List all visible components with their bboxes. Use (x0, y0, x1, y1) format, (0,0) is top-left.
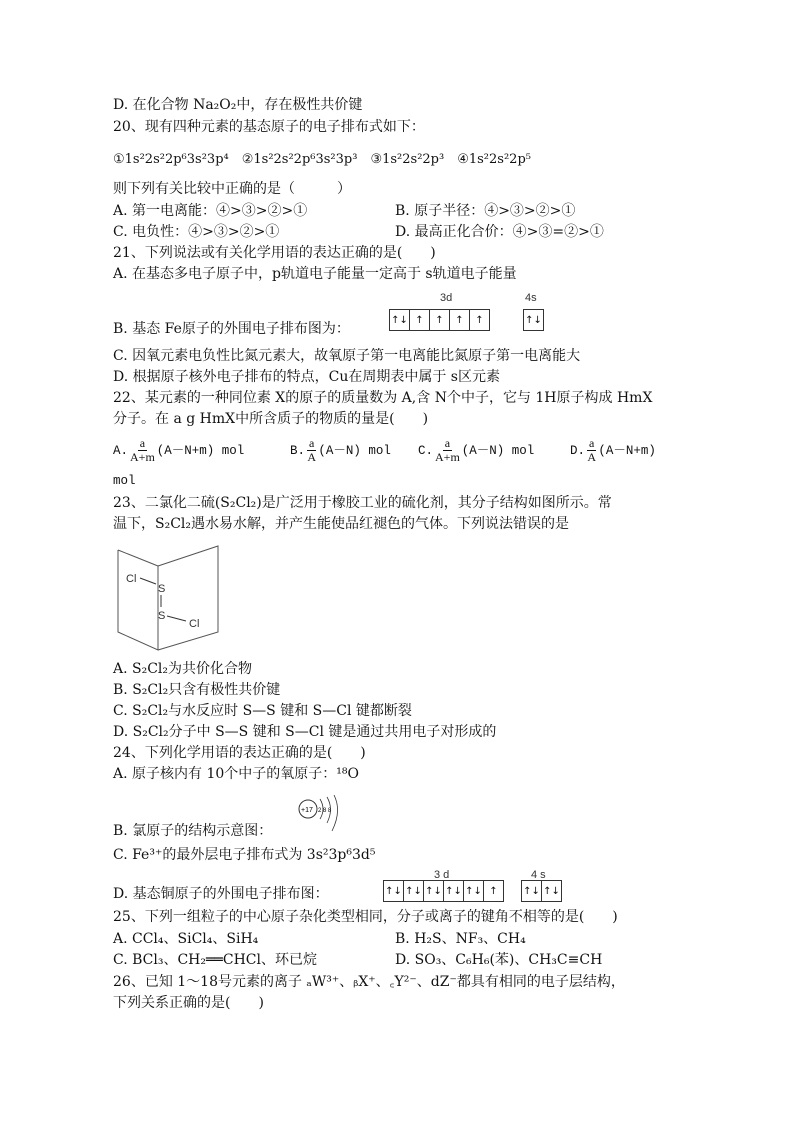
orbital-box: ↑ (450, 310, 470, 330)
q24-option-c: C. Fe³⁺的最外层电子排布式为 3s²3p⁶3d⁵ (113, 847, 376, 863)
q25-stem: 25、下列一组粒子的中心原子杂化类型相同，分子或离子的键角不相等的是( ) (113, 909, 618, 925)
q22-option-a: A. $\frac{a}{A+m}$ (A－N+m) mol (113, 436, 245, 464)
q24-option-d: D. 基态铜原子的外围电子排布图： (113, 886, 329, 902)
q23-option-b: B. S₂Cl₂只含有极性共价键 (113, 682, 281, 698)
orbital-box: ↑↓ (522, 881, 542, 901)
q24-option-b: B. 氯原子的结构示意图： (113, 823, 273, 839)
s-atom-label: S (158, 583, 166, 595)
s2cl2-structure-figure (110, 538, 230, 658)
q25-option-a: A. CCl₄、SiCl₄、SiH₄ (113, 931, 259, 947)
q22-stem-line2: 分子。在 a g HmX中所含质子的物质的量是( ) (113, 411, 429, 427)
q22-option-d-unit: mol (113, 474, 136, 488)
orbital-box: ↑↓ (384, 881, 404, 901)
q20-option-c: C. 电负性：④>③>②>① (113, 224, 280, 240)
q25-option-c: C. BCl₃、CH₂══CHCl、环已烷 (113, 952, 317, 968)
q24-3d-orbitals (383, 880, 504, 902)
q24-3d-label: 3 d (434, 869, 450, 881)
orbital-box: ↑ (430, 310, 450, 330)
chlorine-atom-diagram (296, 795, 346, 835)
q22-option-c: C. $\frac{a}{A+m}$ (A－N) mol (418, 436, 535, 464)
q24-option-a: A. 原子核内有 10个中子的氧原子：¹⁸O (113, 766, 359, 782)
q20-option-d: D. 最高正化合价：④>③=②>① (395, 224, 604, 240)
q20-stem: 20、现有四种元素的基态原子的电子排布式如下： (113, 119, 425, 135)
orbital-box: ↑↓ (404, 881, 424, 901)
q19-option-d: D. 在化合物 Na₂O₂中，存在极性共价键 (113, 97, 363, 113)
orbital-box: ↑↓ (390, 310, 410, 330)
orbital-box: ↑ (410, 310, 430, 330)
orbital-box: ↑↓ (464, 881, 484, 901)
cl-atom-label: Cl (126, 573, 137, 585)
q20-option-b: B. 原子半径：④>③>②>① (395, 203, 576, 219)
orbital-box: ↑↓ (444, 881, 464, 901)
orbital-box: ↑ (475, 314, 484, 326)
q21-option-d: D. 根据原子核外电子排布的特点，Cu在周期表中属于 s区元素 (113, 369, 500, 385)
orbital-box: ↑↓ (424, 881, 444, 901)
q25-option-d: D. SO₃、C₆H₆(苯)、CH₃C≡CH (395, 952, 603, 968)
q21-4s-label: 4s (525, 292, 537, 304)
q22-option-b: B. $\frac{a}{A}$ (A－N) mol (290, 436, 391, 464)
q23-stem-line1: 23、二氯化二硫(S₂Cl₂)是广泛用于橡胶工业的硫化剂，其分子结构如图所示。常 (113, 495, 612, 511)
q20-option-a: A. 第一电离能：④>③>②>① (113, 203, 308, 219)
q23-option-c: C. S₂Cl₂与水反应时 S—S 键和 S—Cl 键都断裂 (113, 703, 412, 719)
q25-option-b: B. H₂S、NF₃、CH₄ (395, 931, 526, 947)
q26-stem-line2: 下列关系正确的是( ) (113, 995, 264, 1011)
electron-shell-counts: 2 8 8 (318, 808, 332, 814)
orbital-box: ↑↓ (525, 314, 542, 326)
q20-configs: ①1s²2s²2p⁶3s²3p⁴ ②1s²2s²2p⁶3s²3p³ ③1s²2s²2p³ ④1s²2s²2p⁵ (113, 152, 531, 167)
q21-option-a: A. 在基态多电子原子中，p轨道电子能量一定高于 s轨道电子能量 (113, 266, 517, 282)
orbital-box: ↑ (489, 885, 498, 897)
q20-ask: 则下列有关比较中正确的是（ ） (113, 181, 351, 197)
q24-stem: 24、下列化学用语的表达正确的是( ) (113, 745, 366, 761)
q22-stem-line1: 22、某元素的一种同位素 X的原子的质量数为 A,含 N个中子，它与 1H原子构成 HmX (113, 390, 653, 406)
q23-stem-line2: 温下，S₂Cl₂遇水易水解，并产生能使品红褪色的气体。下列说法错误的是 (113, 516, 570, 532)
q21-3d-label: 3d (440, 292, 453, 304)
nucleus-charge: +17 (301, 807, 313, 814)
q21-option-b: B. 基态 Fe原子的外围电子排布图为： (113, 321, 350, 337)
q23-option-a: A. S₂Cl₂为共价化合物 (113, 661, 253, 677)
q23-option-d: D. S₂Cl₂分子中 S—S 键和 S—Cl 键是通过共用电子对形成的 (113, 724, 497, 740)
s-atom-label: S (158, 610, 166, 622)
q26-stem-line1: 26、已知 1～18号元素的离子 ₐW³⁺、ᵦX⁺、꜀Y²⁻、dZ⁻都具有相同的电子层结构， (113, 974, 625, 990)
q21-4s-orbitals (523, 309, 544, 331)
q21-option-c: C. 因氧元素电负性比氮元素大，故氧原子第一电离能比氮原子第一电离能大 (113, 348, 581, 364)
q24-4s-label: 4 s (531, 869, 546, 881)
q22-option-d: D. $\frac{a}{A}$ (A－N+m) (570, 436, 656, 464)
orbital-box: ↑↓ (543, 885, 560, 897)
cl-atom-label: Cl (189, 618, 200, 630)
q21-3d-orbitals (389, 309, 490, 331)
q24-4s-orbitals (521, 880, 562, 902)
q21-stem: 21、下列说法或有关化学用语的表达正确的是( ) (113, 245, 436, 261)
